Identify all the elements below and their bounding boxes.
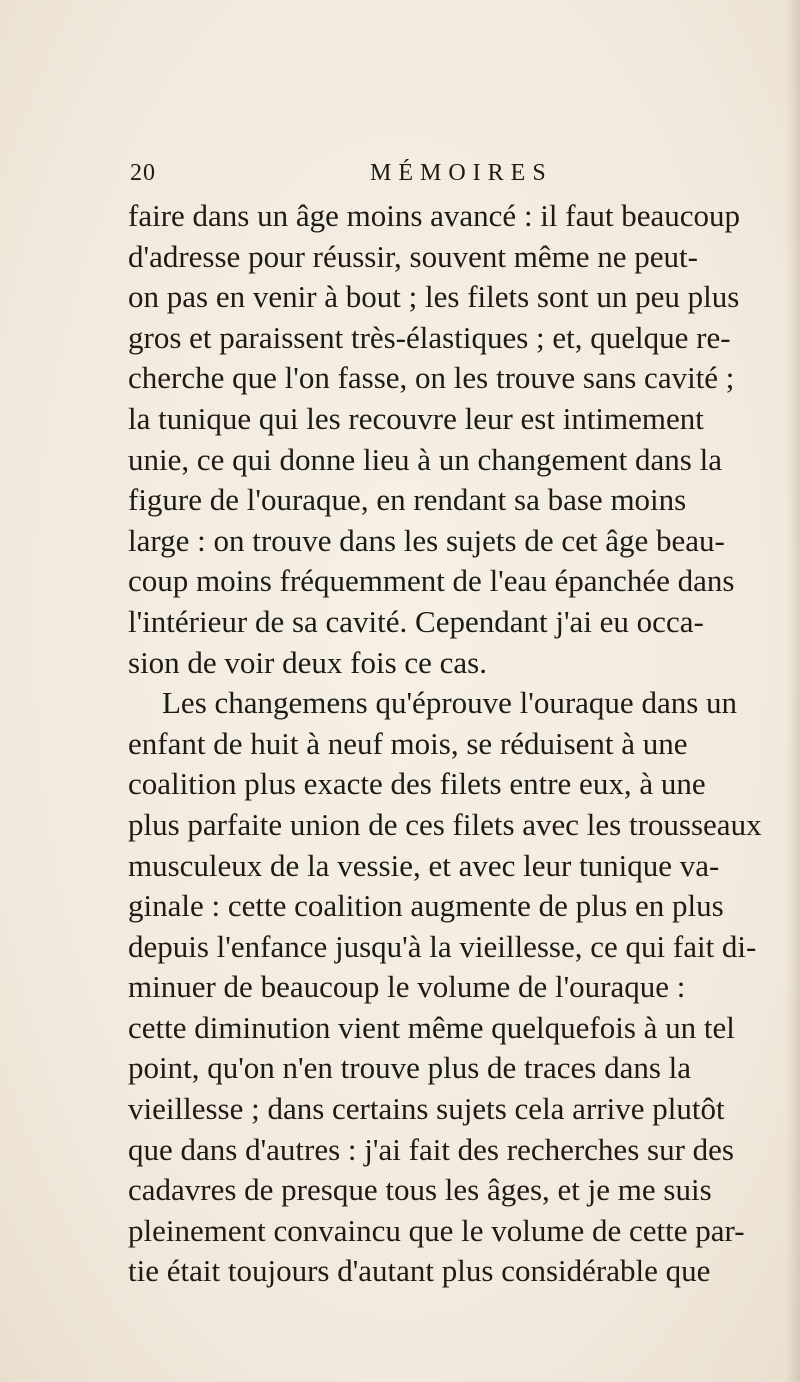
text-line: la tunique qui les recouvre leur est intimement — [128, 400, 704, 436]
text-line: plus parfaite union de ces filets avec les trousseaux — [128, 806, 762, 842]
text-line: cherche que l'on fasse, on les trouve sans cavité ; — [128, 360, 735, 396]
page-header — [130, 160, 675, 200]
text-line: musculeux de la vessie, et avec leur tunique va- — [128, 847, 720, 883]
text-line: ginale : cette coalition augmente de plus en plus — [128, 888, 724, 924]
text-line: vieillesse ; dans certains sujets cela arrive plutôt — [128, 1091, 725, 1127]
running-title: MÉMOIRES — [370, 160, 553, 186]
text-line: tie était toujours d'autant plus considérable que — [128, 1253, 711, 1289]
text-line: depuis l'enfance jusqu'à la vieillesse, ce qui fait di- — [128, 928, 757, 964]
text-line: l'intérieur de sa cavité. Cependant j'ai eu occa- — [128, 603, 704, 639]
text-line: unie, ce qui donne lieu à un changement dans la — [128, 441, 722, 477]
text-line: on pas en venir à bout ; les filets sont un peu plus — [128, 279, 740, 315]
text-line: large : on trouve dans les sujets de cet âge beau- — [128, 522, 725, 558]
text-line: coup moins fréquemment de l'eau épanchée dans — [128, 563, 735, 599]
text-line: que dans d'autres : j'ai fait des recherches sur des — [128, 1131, 734, 1167]
text-line-paragraph-start: Les changemens qu'éprouve l'ouraque dans un — [162, 685, 738, 721]
text-line: enfant de huit à neuf mois, se réduisent à une — [128, 725, 688, 761]
text-line: coalition plus exacte des filets entre eux, à une — [128, 766, 706, 802]
text-line: figure de l'ouraque, en rendant sa base moins — [128, 482, 687, 518]
text-line: faire dans un âge moins avancé : il faut beaucoup — [128, 198, 741, 233]
text-line: d'adresse pour réussir, souvent même ne peut- — [128, 238, 698, 274]
page-number: 20 — [130, 160, 156, 186]
text-line: cette diminution vient même quelquefois à un tel — [128, 1009, 735, 1045]
text-line: minuer de beaucoup le volume de l'ouraque : — [128, 969, 686, 1005]
text-line-paragraph-end: sion de voir deux fois ce cas. — [128, 644, 487, 680]
text-line: cadavres de presque tous les âges, et je me suis — [128, 1172, 712, 1208]
text-line: pleinement convaincu que le volume de cette par- — [128, 1212, 745, 1248]
body-text — [128, 196, 762, 1292]
text-line: gros et paraissent très-élastiques ; et, quelque re- — [128, 319, 731, 355]
page-edge-shadow — [786, 0, 800, 1382]
text-line: point, qu'on n'en trouve plus de traces dans la — [128, 1050, 692, 1086]
